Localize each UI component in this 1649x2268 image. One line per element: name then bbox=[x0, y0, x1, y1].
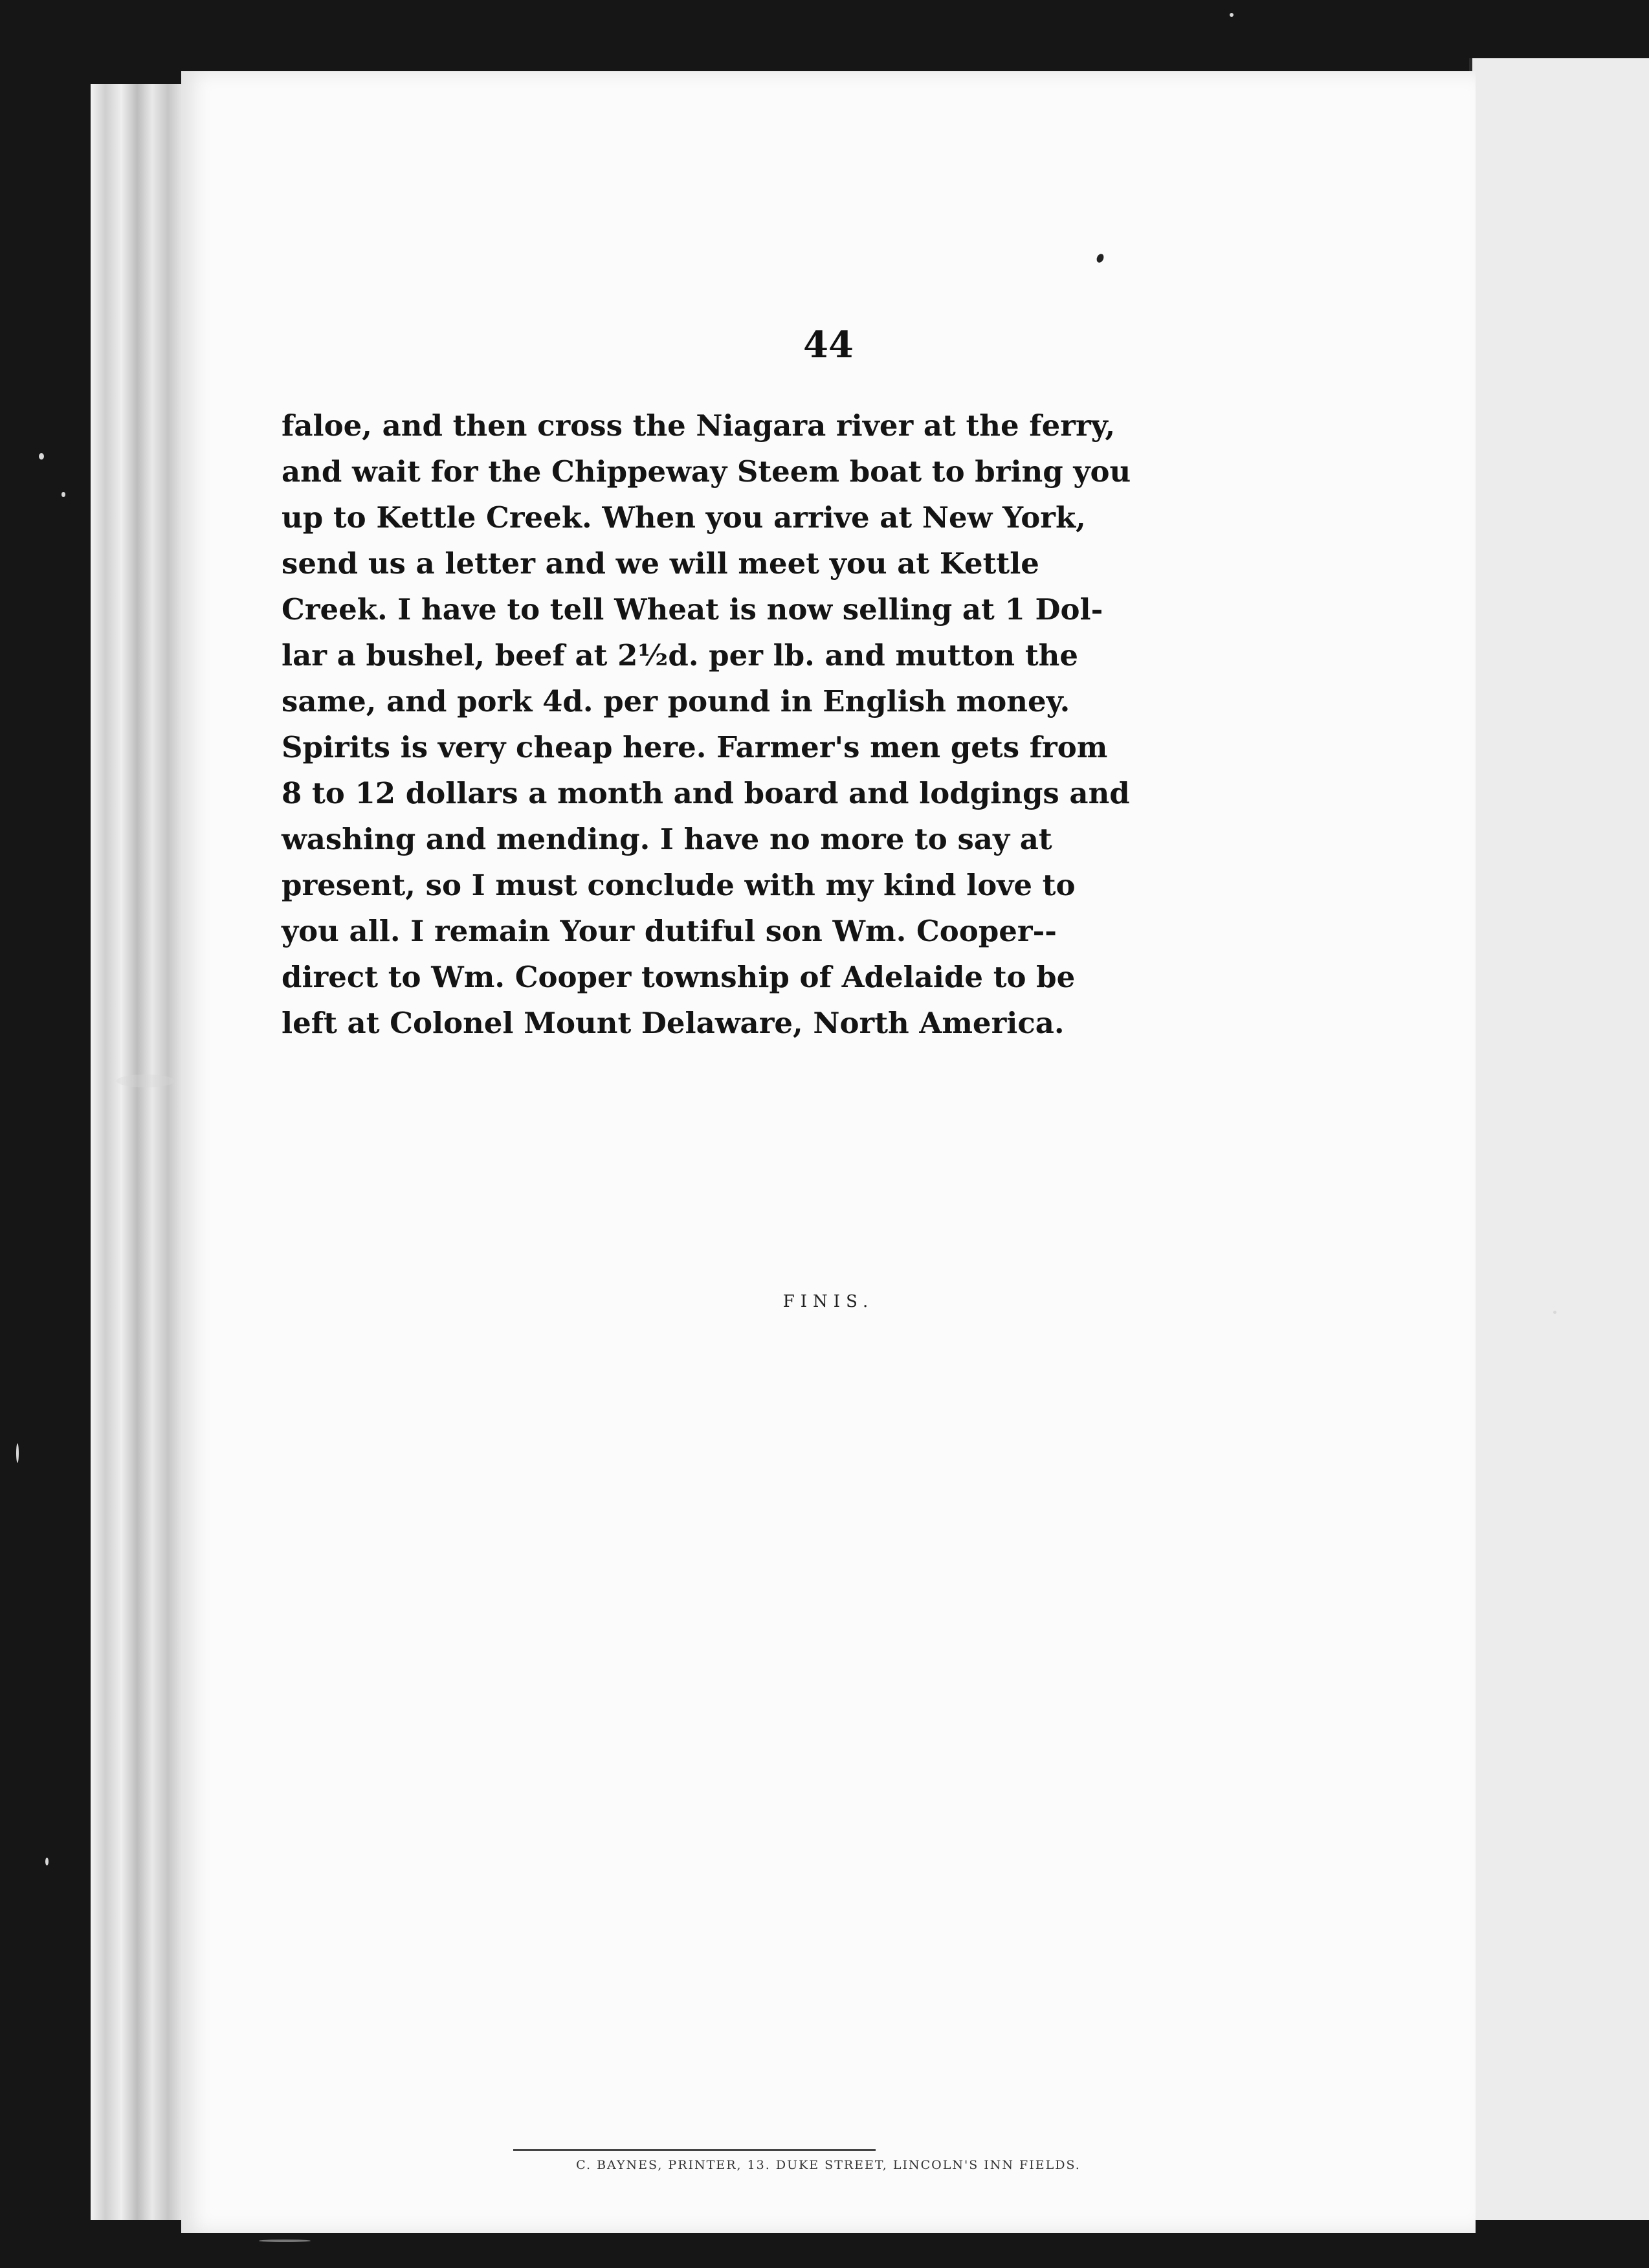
scan-speck bbox=[61, 492, 65, 497]
scan-speck bbox=[116, 1074, 175, 1087]
text-line: washing and mending. I have no more to say at bbox=[282, 822, 1052, 856]
scan-speck bbox=[259, 2240, 311, 2242]
text-line: you all. I remain Your dutiful son Wm. Cooper-- bbox=[282, 914, 1057, 948]
text-line: same, and pork 4d. per pound in English money. bbox=[282, 684, 1070, 718]
text-line: send us a letter and we will meet you at Kettle bbox=[282, 546, 1039, 581]
adjacent-page-edge bbox=[1469, 58, 1649, 2220]
letter-text bbox=[282, 403, 1131, 1046]
text-line: 8 to 12 dollars a month and board and lodgings and bbox=[282, 776, 1130, 810]
text-line: lar a bushel, beef at 2½d. per lb. and mutton the bbox=[282, 638, 1078, 673]
text-line: up to Kettle Creek. When you arrive at New York, bbox=[282, 500, 1086, 535]
printer-imprint: C. BAYNES, PRINTER, 13. DUKE STREET, LINCOLN'S INN FIELDS. bbox=[576, 2158, 1081, 2172]
scan-speck bbox=[16, 1443, 19, 1463]
text-line: Spirits is very cheap here. Farmer's men gets from bbox=[282, 730, 1108, 764]
text-line: present, so I must conclude with my kind love to bbox=[282, 868, 1076, 902]
finis-label: FINIS. bbox=[782, 1292, 874, 1311]
page-number: 44 bbox=[803, 324, 854, 366]
imprint-rule bbox=[513, 2149, 876, 2151]
text-line: and wait for the Chippeway Steem boat to bring you bbox=[282, 454, 1131, 489]
text-line: left at Colonel Mount Delaware, North America. bbox=[282, 1006, 1065, 1040]
scan-speck bbox=[1553, 1311, 1556, 1314]
book-page bbox=[181, 71, 1476, 2233]
scan-speck bbox=[39, 453, 44, 460]
text-line: direct to Wm. Cooper township of Adelaide to be bbox=[282, 960, 1076, 994]
text-line: faloe, and then cross the Niagara river at the ferry, bbox=[282, 408, 1116, 443]
text-line: Creek. I have to tell Wheat is now selling at 1 Dol- bbox=[282, 592, 1103, 627]
scan-speck bbox=[1230, 13, 1234, 17]
scan-speck bbox=[45, 1858, 49, 1865]
